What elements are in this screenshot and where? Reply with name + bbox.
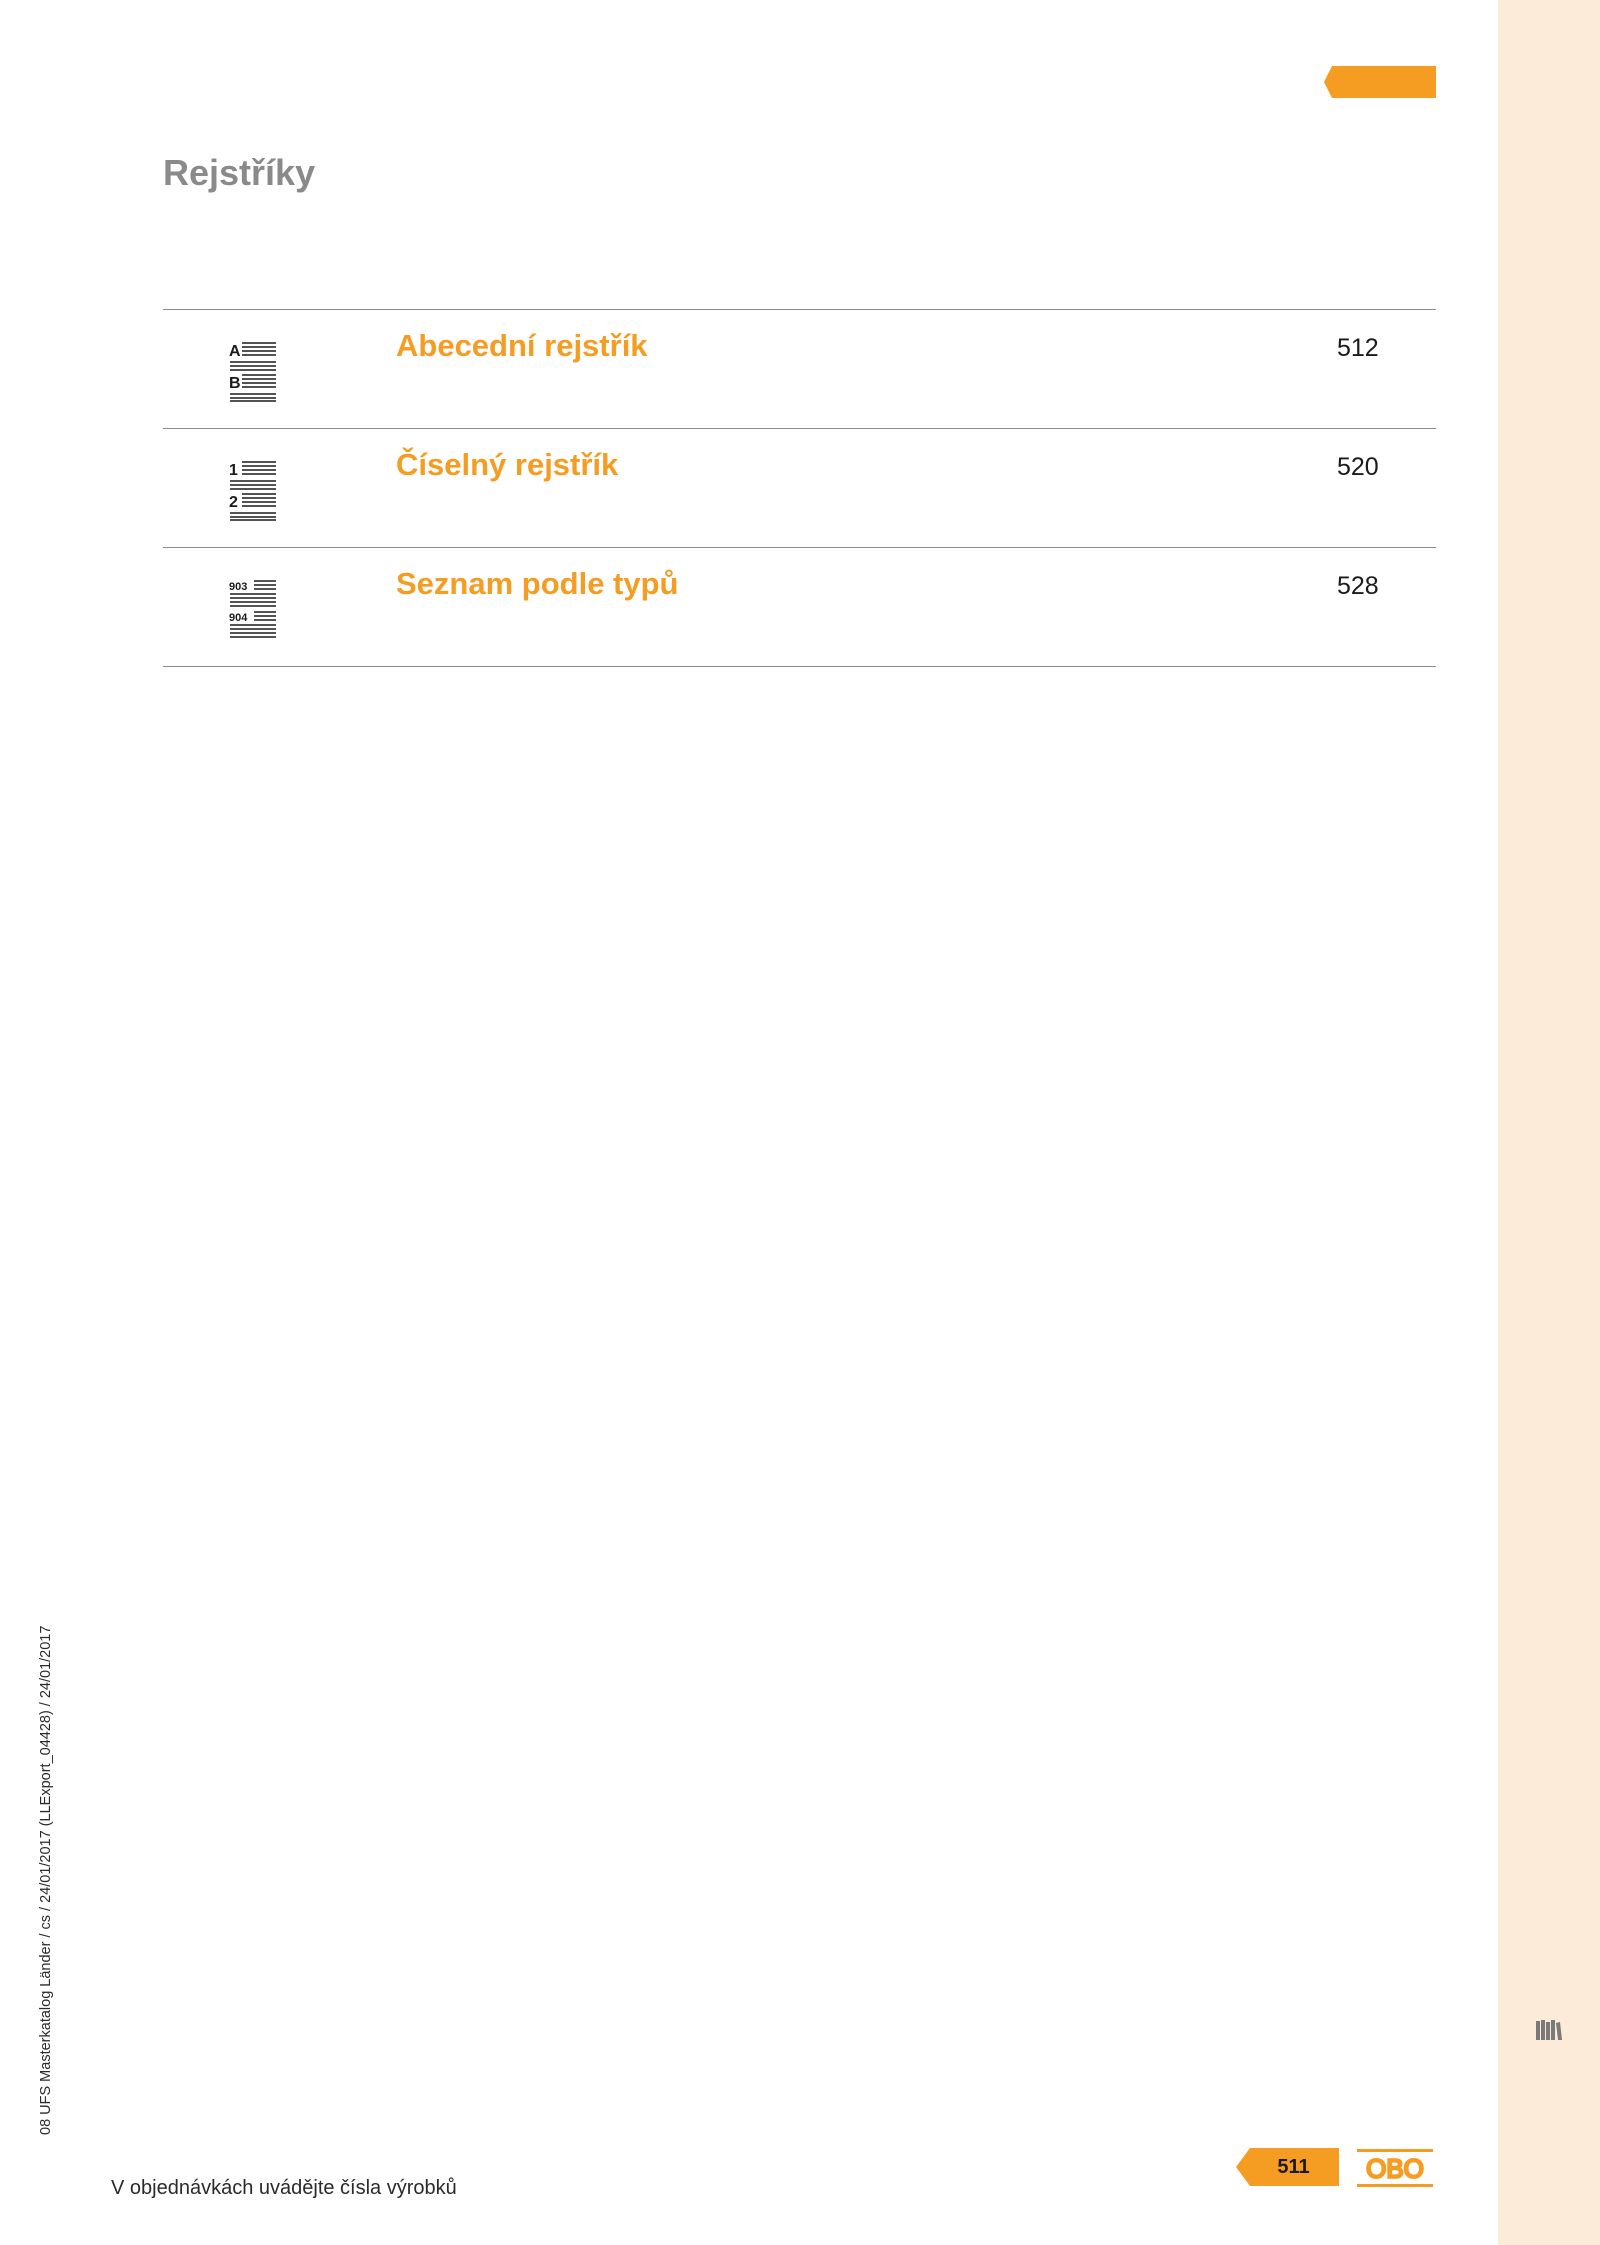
page-title: Rejstříky	[163, 152, 316, 193]
brand-text: OBO	[1366, 2153, 1424, 2184]
index-page-number: 520	[1337, 453, 1379, 481]
type-list-icon	[228, 578, 278, 640]
index-page-number: 528	[1337, 572, 1379, 600]
page-number-badge	[1236, 2148, 1339, 2186]
icon-top-text: 1	[229, 462, 238, 479]
icon-top-text: A	[229, 343, 241, 360]
alphabetical-index-icon	[228, 340, 278, 402]
index-row[interactable]	[163, 429, 1436, 548]
index-row[interactable]	[163, 548, 1436, 667]
index-link-type-list[interactable]: Seznam podle typů	[396, 566, 679, 601]
numerical-index-icon	[228, 459, 278, 521]
catalog-books-icon	[1536, 2020, 1562, 2040]
index-table	[163, 309, 1436, 667]
section-tab	[1324, 66, 1436, 98]
index-link-numerical[interactable]: Číselný rejstřík	[396, 447, 619, 482]
obo-logo	[1356, 2149, 1434, 2187]
index-link-alphabetical[interactable]: Abecední rejstřík	[396, 328, 648, 363]
side-band	[1498, 0, 1600, 2245]
icon-bottom-text: 904	[229, 612, 248, 624]
icon-top-text: 903	[229, 581, 248, 593]
icon-bottom-text: B	[229, 375, 241, 392]
print-metadata: 08 UFS Masterkatalog Länder / cs / 24/01/2017 (LLExport_04428) / 24/01/2017	[38, 1625, 54, 2135]
index-page-number: 512	[1337, 334, 1379, 362]
footer-note: V objednávkách uvádějte čísla výrobků	[111, 2177, 457, 2199]
icon-bottom-text: 2	[229, 494, 238, 511]
page-number: 511	[1277, 2156, 1310, 2178]
index-row[interactable]	[163, 310, 1436, 429]
